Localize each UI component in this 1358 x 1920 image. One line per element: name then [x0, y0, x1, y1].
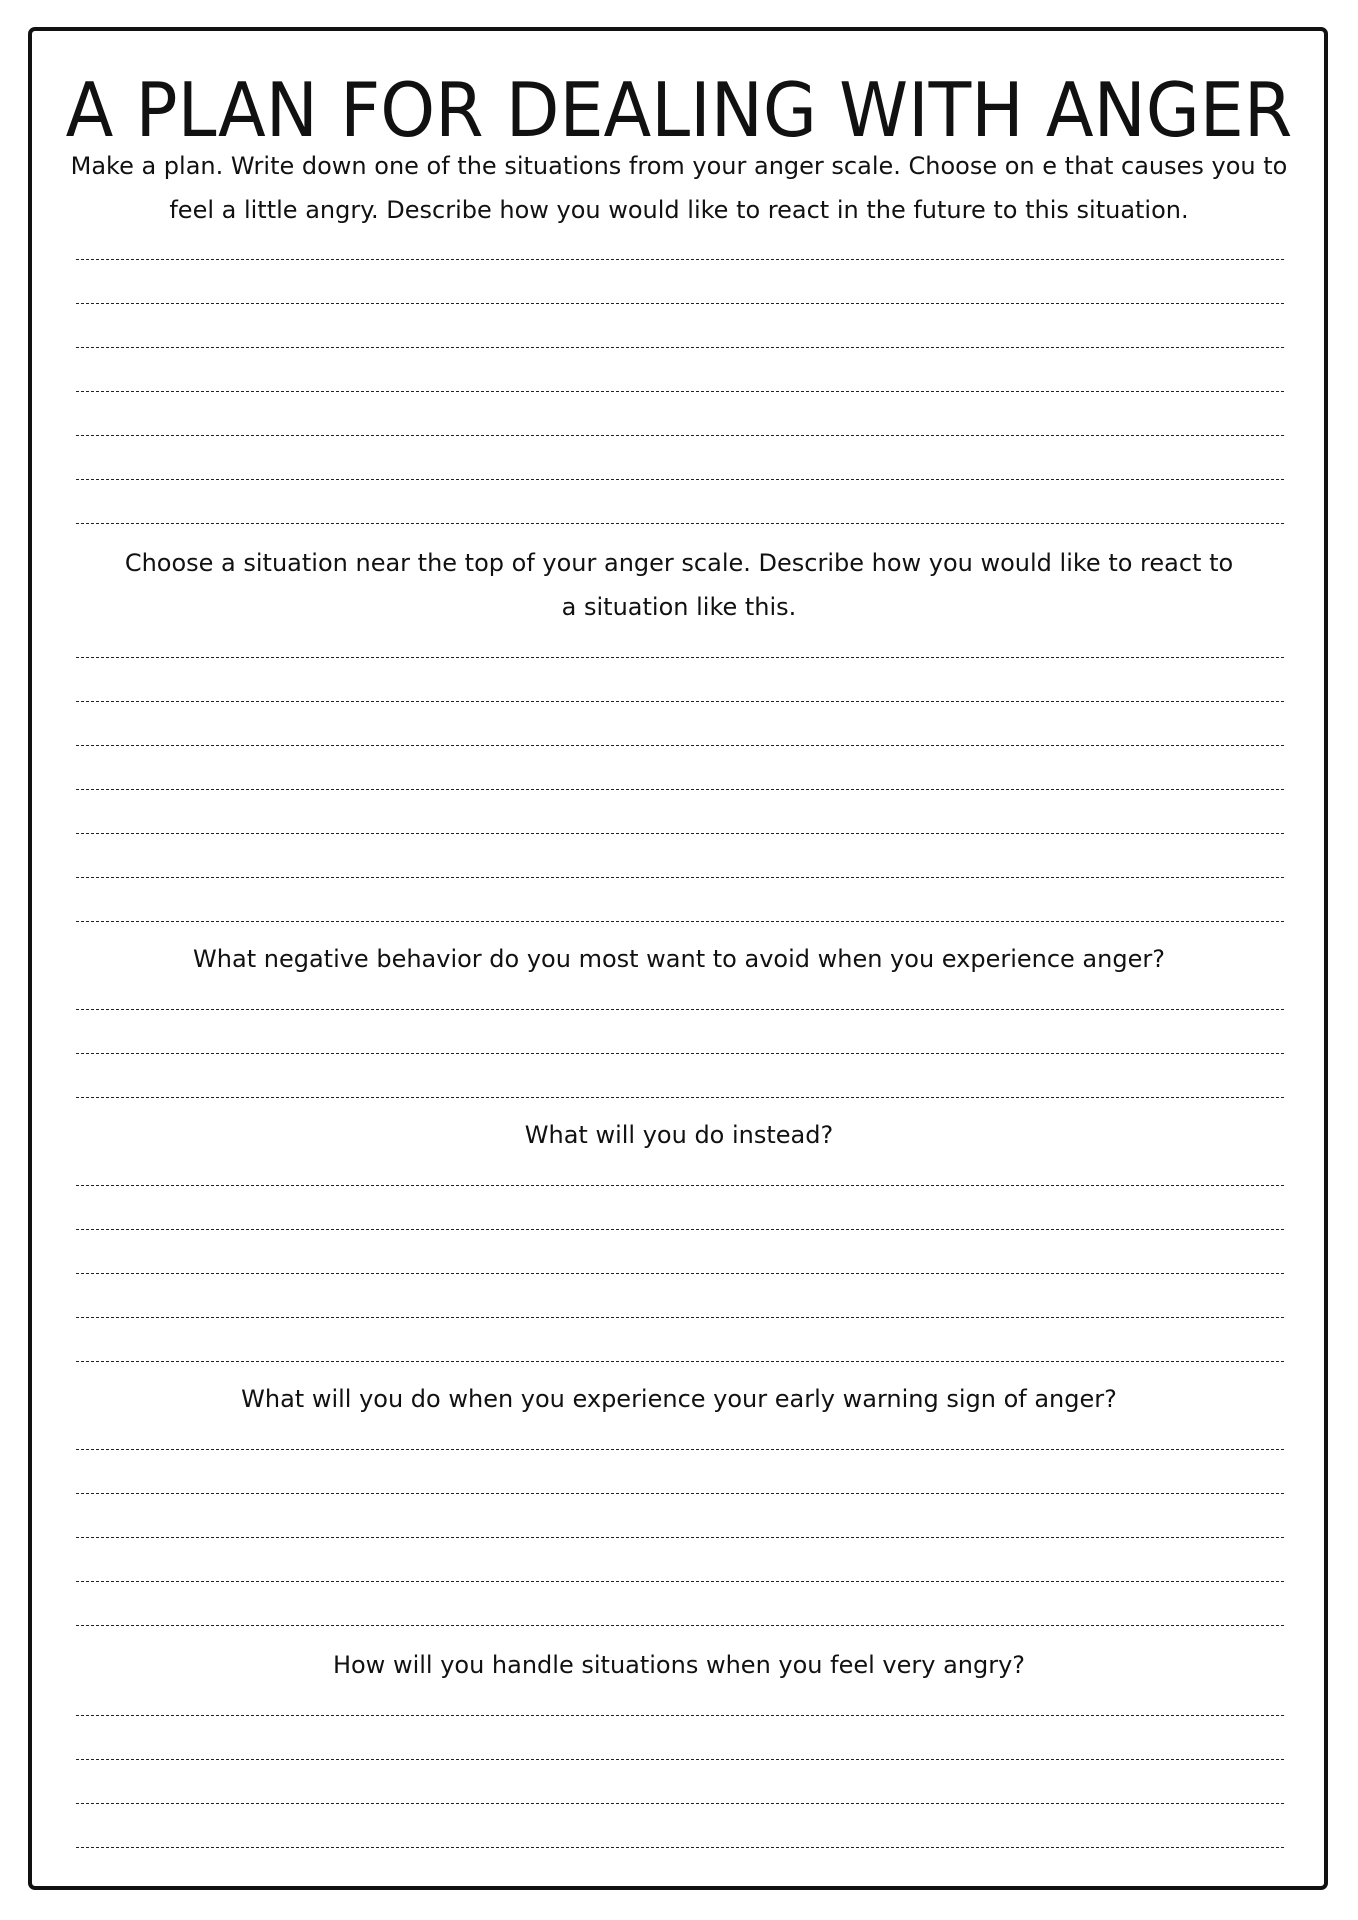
answer-line[interactable]	[76, 1185, 1284, 1186]
answer-line[interactable]	[76, 523, 1284, 524]
answer-line[interactable]	[76, 435, 1284, 436]
prompt-5-line-1: What will you do when you experience your early warning sign of anger?	[241, 1385, 1117, 1413]
prompt-1	[70, 144, 1288, 232]
answer-line[interactable]	[76, 701, 1284, 702]
answer-line[interactable]	[76, 1053, 1284, 1054]
answer-line[interactable]	[76, 745, 1284, 746]
answer-line[interactable]	[76, 1273, 1284, 1274]
prompt-6	[70, 1643, 1288, 1687]
answer-line[interactable]	[76, 877, 1284, 878]
answer-line[interactable]	[76, 347, 1284, 348]
answer-line[interactable]	[76, 1581, 1284, 1582]
answer-line[interactable]	[76, 657, 1284, 658]
answer-line[interactable]	[76, 1847, 1284, 1848]
answer-line[interactable]	[76, 1097, 1284, 1098]
answer-line[interactable]	[76, 1759, 1284, 1760]
prompt-2-line-2: a situation like this.	[561, 593, 797, 621]
answer-line[interactable]	[76, 1625, 1284, 1626]
prompt-1-line-2: feel a little angry. Describe how you would like to react in the future to this situation.	[169, 196, 1189, 224]
worksheet-title: A PLAN FOR DEALING WITH ANGER	[65, 66, 1293, 154]
prompt-4-line-1: What will you do instead?	[524, 1121, 834, 1149]
answer-line[interactable]	[76, 1449, 1284, 1450]
prompt-2-line-1: Choose a situation near the top of your anger scale. Describe how you would like to react to	[124, 549, 1234, 577]
answer-line[interactable]	[76, 1009, 1284, 1010]
answer-line[interactable]	[76, 391, 1284, 392]
answer-line[interactable]	[76, 259, 1284, 260]
answer-line[interactable]	[76, 479, 1284, 480]
prompt-5	[70, 1377, 1288, 1421]
prompt-3	[70, 937, 1288, 981]
answer-line[interactable]	[76, 789, 1284, 790]
answer-line[interactable]	[76, 1229, 1284, 1230]
answer-line[interactable]	[76, 1715, 1284, 1716]
prompt-6-line-1: How will you handle situations when you feel very angry?	[332, 1651, 1026, 1679]
prompt-3-line-1: What negative behavior do you most want to avoid when you experience anger?	[193, 945, 1165, 973]
prompt-1-line-1: Make a plan. Write down one of the situations from your anger scale. Choose on e that causes you to	[70, 152, 1288, 180]
prompt-4	[70, 1113, 1288, 1157]
answer-line[interactable]	[76, 921, 1284, 922]
answer-line[interactable]	[76, 1803, 1284, 1804]
answer-line[interactable]	[76, 1361, 1284, 1362]
answer-line[interactable]	[76, 303, 1284, 304]
answer-line[interactable]	[76, 833, 1284, 834]
answer-line[interactable]	[76, 1493, 1284, 1494]
prompt-2	[70, 541, 1288, 629]
answer-line[interactable]	[76, 1537, 1284, 1538]
answer-line[interactable]	[76, 1317, 1284, 1318]
